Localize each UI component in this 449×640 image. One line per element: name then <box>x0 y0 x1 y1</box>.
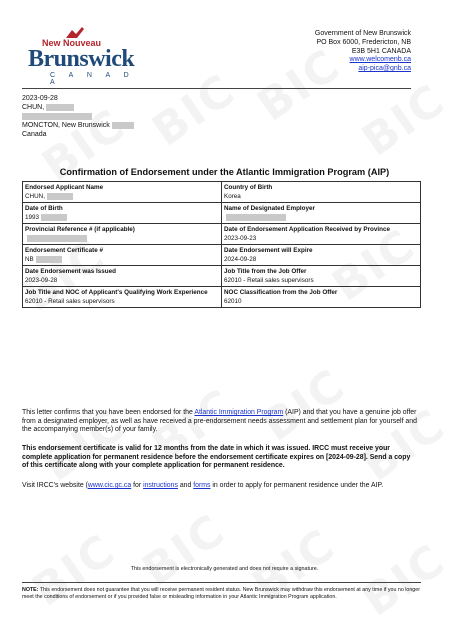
table-cell <box>23 224 222 245</box>
watermark-stamp <box>143 64 245 156</box>
redacted-block <box>46 104 74 111</box>
table-cell <box>222 266 421 287</box>
field-label: Date of Birth <box>25 204 63 212</box>
gov-line: E3B 5H1 CANADA <box>351 47 411 55</box>
letter-date: 2023-09-28 <box>22 95 58 102</box>
redacted-block <box>47 193 73 200</box>
field-value: 2024-09-28 <box>224 255 257 263</box>
redacted-block <box>41 214 67 221</box>
document-title: Confirmation of Endorsement under the Atlantic Immigration Program (AIP) <box>59 167 390 177</box>
logo-canada: C A N A D A <box>50 72 135 86</box>
field-label: Job Title from the Job Offer <box>224 267 307 275</box>
table-row <box>23 245 421 266</box>
header-divider <box>22 88 411 89</box>
website-link[interactable]: www.welcomenb.ca <box>349 56 411 64</box>
logo-brunswick: Brunswick <box>28 46 135 72</box>
electronic-note: This endorsement is electronically generated and does not require a signature. <box>130 566 319 572</box>
field-label: Provincial Reference # (if applicable) <box>25 225 135 233</box>
table-cell <box>222 182 421 203</box>
redacted-block <box>226 214 286 221</box>
field-label: Endorsed Applicant Name <box>25 183 104 191</box>
government-address <box>315 30 411 74</box>
recipient-city: MONCTON, New Brunswick <box>22 122 110 129</box>
redacted-block <box>27 235 87 242</box>
table-cell <box>23 245 222 266</box>
field-label: Date Endorsement will Expire <box>224 246 313 254</box>
field-label: Date of Endorsement Application Received by Province <box>224 225 390 233</box>
redacted-block <box>22 113 92 120</box>
table-row <box>23 224 421 245</box>
instructions-link[interactable]: instructions <box>143 482 178 489</box>
disclaimer <box>22 587 422 601</box>
field-label: Name of Designated Employer <box>224 204 315 212</box>
paragraph-validity: This endorsement certificate is valid for 12 months from the date in which it was issued. IRCC must receive your complete application for permanent residence before the endorsement certificate expires on [2024-09-28]. Send a copy of this certificate along with your complete application for permanent residence. <box>22 445 411 469</box>
disclaimer-text: This endorsement does not guarantee that you will receive permanent resident status. New Brunswick may withdraw this endorsement at any time if you no longer meet the conditions of endorsement or if you provided false or misleading information in your Atlantic Immigration Program application. <box>22 587 420 600</box>
table-cell <box>222 224 421 245</box>
table-row <box>23 287 421 308</box>
footer-divider <box>22 582 421 583</box>
table-cell <box>222 287 421 308</box>
forms-link[interactable]: forms <box>193 482 211 489</box>
field-value: NB <box>25 256 219 263</box>
table-cell <box>23 266 222 287</box>
field-value: 62010 - Retail sales supervisors <box>224 276 314 284</box>
field-value <box>224 214 418 221</box>
table-row <box>23 182 421 203</box>
aip-link[interactable]: Atlantic Immigration Program <box>194 409 284 416</box>
paragraph-visit: Visit IRCC's website (www.cic.gc.ca for instructions and forms in order to apply for permanent residence under the AIP. <box>22 482 384 489</box>
field-value: 2023-09-28 <box>25 276 58 284</box>
field-value: 2023-09-23 <box>224 234 257 242</box>
disclaimer-label: NOTE: <box>22 587 39 593</box>
recipient-country: Canada <box>22 131 47 138</box>
field-label: Job Title and NOC of Applicant's Qualifying Work Experience <box>25 288 208 296</box>
field-label: Endorsement Certificate # <box>25 246 104 254</box>
logo-new-nouveau: New Nouveau <box>42 38 102 48</box>
field-value: Korea <box>224 192 241 200</box>
field-value: 1993 <box>25 214 219 221</box>
field-label: NOC Classification from the Job Offer <box>224 288 338 296</box>
redacted-block <box>36 256 62 263</box>
table-cell <box>23 182 222 203</box>
table-cell <box>222 203 421 224</box>
nb-logo <box>28 26 148 86</box>
field-label: Date Endorsement was Issued <box>25 267 116 275</box>
cic-link[interactable]: www.cic.gc.ca <box>87 482 132 489</box>
field-value <box>25 235 219 242</box>
field-value: CHUN, <box>25 193 219 200</box>
recipient-name: CHUN, <box>22 104 45 111</box>
table-cell <box>23 287 222 308</box>
watermark-stamp <box>353 534 449 626</box>
field-value: 62010 <box>224 297 242 305</box>
field-value: 62010 - Retail sales supervisors <box>25 297 115 305</box>
gov-line: PO Box 6000, Fredericton, NB <box>316 38 411 46</box>
table-row <box>23 203 421 224</box>
table-cell <box>23 203 222 224</box>
recipient-address <box>22 94 134 139</box>
gov-line: Government of New Brunswick <box>314 30 411 37</box>
table-row <box>23 266 421 287</box>
field-label: Country of Birth <box>224 183 273 191</box>
watermark-stamp <box>253 359 355 451</box>
email-link[interactable]: aip-pica@gnb.ca <box>358 65 411 73</box>
redacted-block <box>112 122 134 129</box>
paragraph-endorsed: This letter confirms that you have been endorsed for the Atlantic Immigration Program (AIP) and that you have a genuine job offer from a designated employer, as well as have received a pre-endorsement needs assessment and settlement plan for yourself and the accompanying member(s) of your family. <box>22 409 417 433</box>
table-cell <box>222 245 421 266</box>
endorsement-table <box>22 181 421 308</box>
